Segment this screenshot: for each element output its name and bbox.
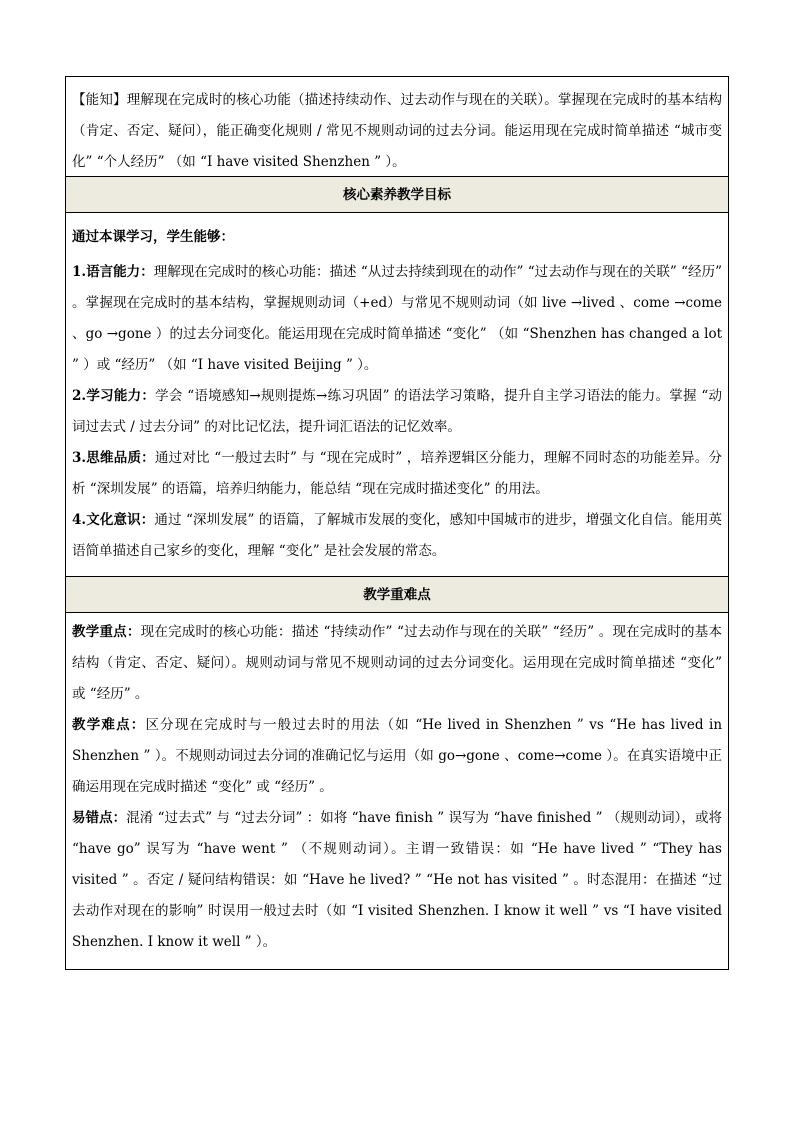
core-goal-item <box>72 381 722 443</box>
core-goal-text: 学会 “语境感知→规则提炼→练习巩固” 的语法学习策略，提升自主学习语法的能力。掌握 “动词过去式 / 过去分词” 的对比记忆法，提升词汇语法的记忆效率。 <box>72 388 723 435</box>
core-goal-label: 3.思维品质： <box>72 450 155 466</box>
key-point-label: 教学难点： <box>72 717 146 733</box>
core-goals-cell <box>66 213 728 577</box>
key-point-item <box>72 710 722 803</box>
key-point-item <box>72 803 722 958</box>
core-goal-item <box>72 257 722 381</box>
lesson-plan-table <box>65 76 729 970</box>
knowledge-cell <box>66 77 728 177</box>
core-goal-text: 理解现在完成时的核心功能：描述 “从过去持续到现在的动作” “过去动作与现在的关联” “经历” 。掌握现在完成时的基本结构，掌握规则动词（+ed）与常见不规则动词（如 live →lived 、come →come 、go →gone ）的过去分词变化。能运用现在完成时简单描述 “变化” （如 “Shenzhen has changed a lot ” ）或 “经历” （如 “I have visited Beijing ” ）。 <box>72 264 722 373</box>
core-goals-heading: 核心素养教学目标 <box>66 177 728 213</box>
core-goal-text: 通过对比 “一般过去时” 与 “现在完成时” ，培养逻辑区分能力，理解不同时态的功能差异。分析 “深圳发展” 的语篇，培养归纳能力，能总结 “现在完成时描述变化” 的用法。 <box>72 450 723 497</box>
core-goal-label: 1.语言能力： <box>72 264 154 280</box>
core-goal-label: 4.文化意识： <box>72 512 155 528</box>
core-goal-text: 通过 “深圳发展” 的语篇，了解城市发展的变化，感知中国城市的进步，增强文化自信。能用英语简单描述自己家乡的变化，理解 “变化” 是社会发展的常态。 <box>72 512 723 559</box>
key-point-item <box>72 617 722 710</box>
core-goal-item <box>72 505 722 567</box>
key-point-text: 区分现在完成时与一般过去时的用法（如 “He lived in Shenzhen ” vs “He has lived in Shenzhen ” ）。不规则动词过去分词的准确记忆与运用（如 go→gone 、come→come ）。在真实语境中正确运用现在完成时描述 “变化” 或 “经历” 。 <box>72 717 723 795</box>
key-points-heading: 教学重难点 <box>66 577 728 613</box>
core-goals-intro: 通过本课学习，学生能够： <box>72 229 234 245</box>
core-goal-label: 2.学习能力： <box>72 388 156 404</box>
key-point-text: 现在完成时的核心功能：描述 “持续动作” “过去动作与现在的关联” “经历” 。现在完成时的基本结构（肯定、否定、疑问）。规则动词与常见不规则动词的过去分词变化。运用现在完成时简单描述 “变化” 或 “经历” 。 <box>72 624 723 702</box>
knowledge-label: 【能知】 <box>72 92 127 108</box>
key-point-label: 教学重点： <box>72 624 141 640</box>
knowledge-paragraph <box>72 85 722 178</box>
key-point-text: 混淆 “过去式” 与 “过去分词” ：如将 “have finish ” 误写为 “have finished ” （规则动词），或将 “have go” 误写为 “have went ” （不规则动词）。主谓一致错误：如 “He have lived ” “They has visited ” 。否定 / 疑问结构错误：如 “Have he lived? ” “He not has visited ” 。时态混用：在描述 “过去动作对现在的影响” 时误用一般过去时（如 “I visited Shenzhen. I know it well ” vs “I have visited Shenzhen. I know it well ” ）。 <box>72 810 722 950</box>
key-point-label: 易错点： <box>72 810 127 826</box>
core-goal-item <box>72 443 722 505</box>
knowledge-text: 理解现在完成时的核心功能（描述持续动作、过去动作与现在的关联）。掌握现在完成时的基本结构（肯定、否定、疑问），能正确变化规则 / 常见不规则动词的过去分词。能运用现在完成时简单描述 “城市变化” “个人经历” （如 “I have visited Shenzhen ” ）。 <box>72 92 723 170</box>
key-points-cell <box>66 613 728 969</box>
